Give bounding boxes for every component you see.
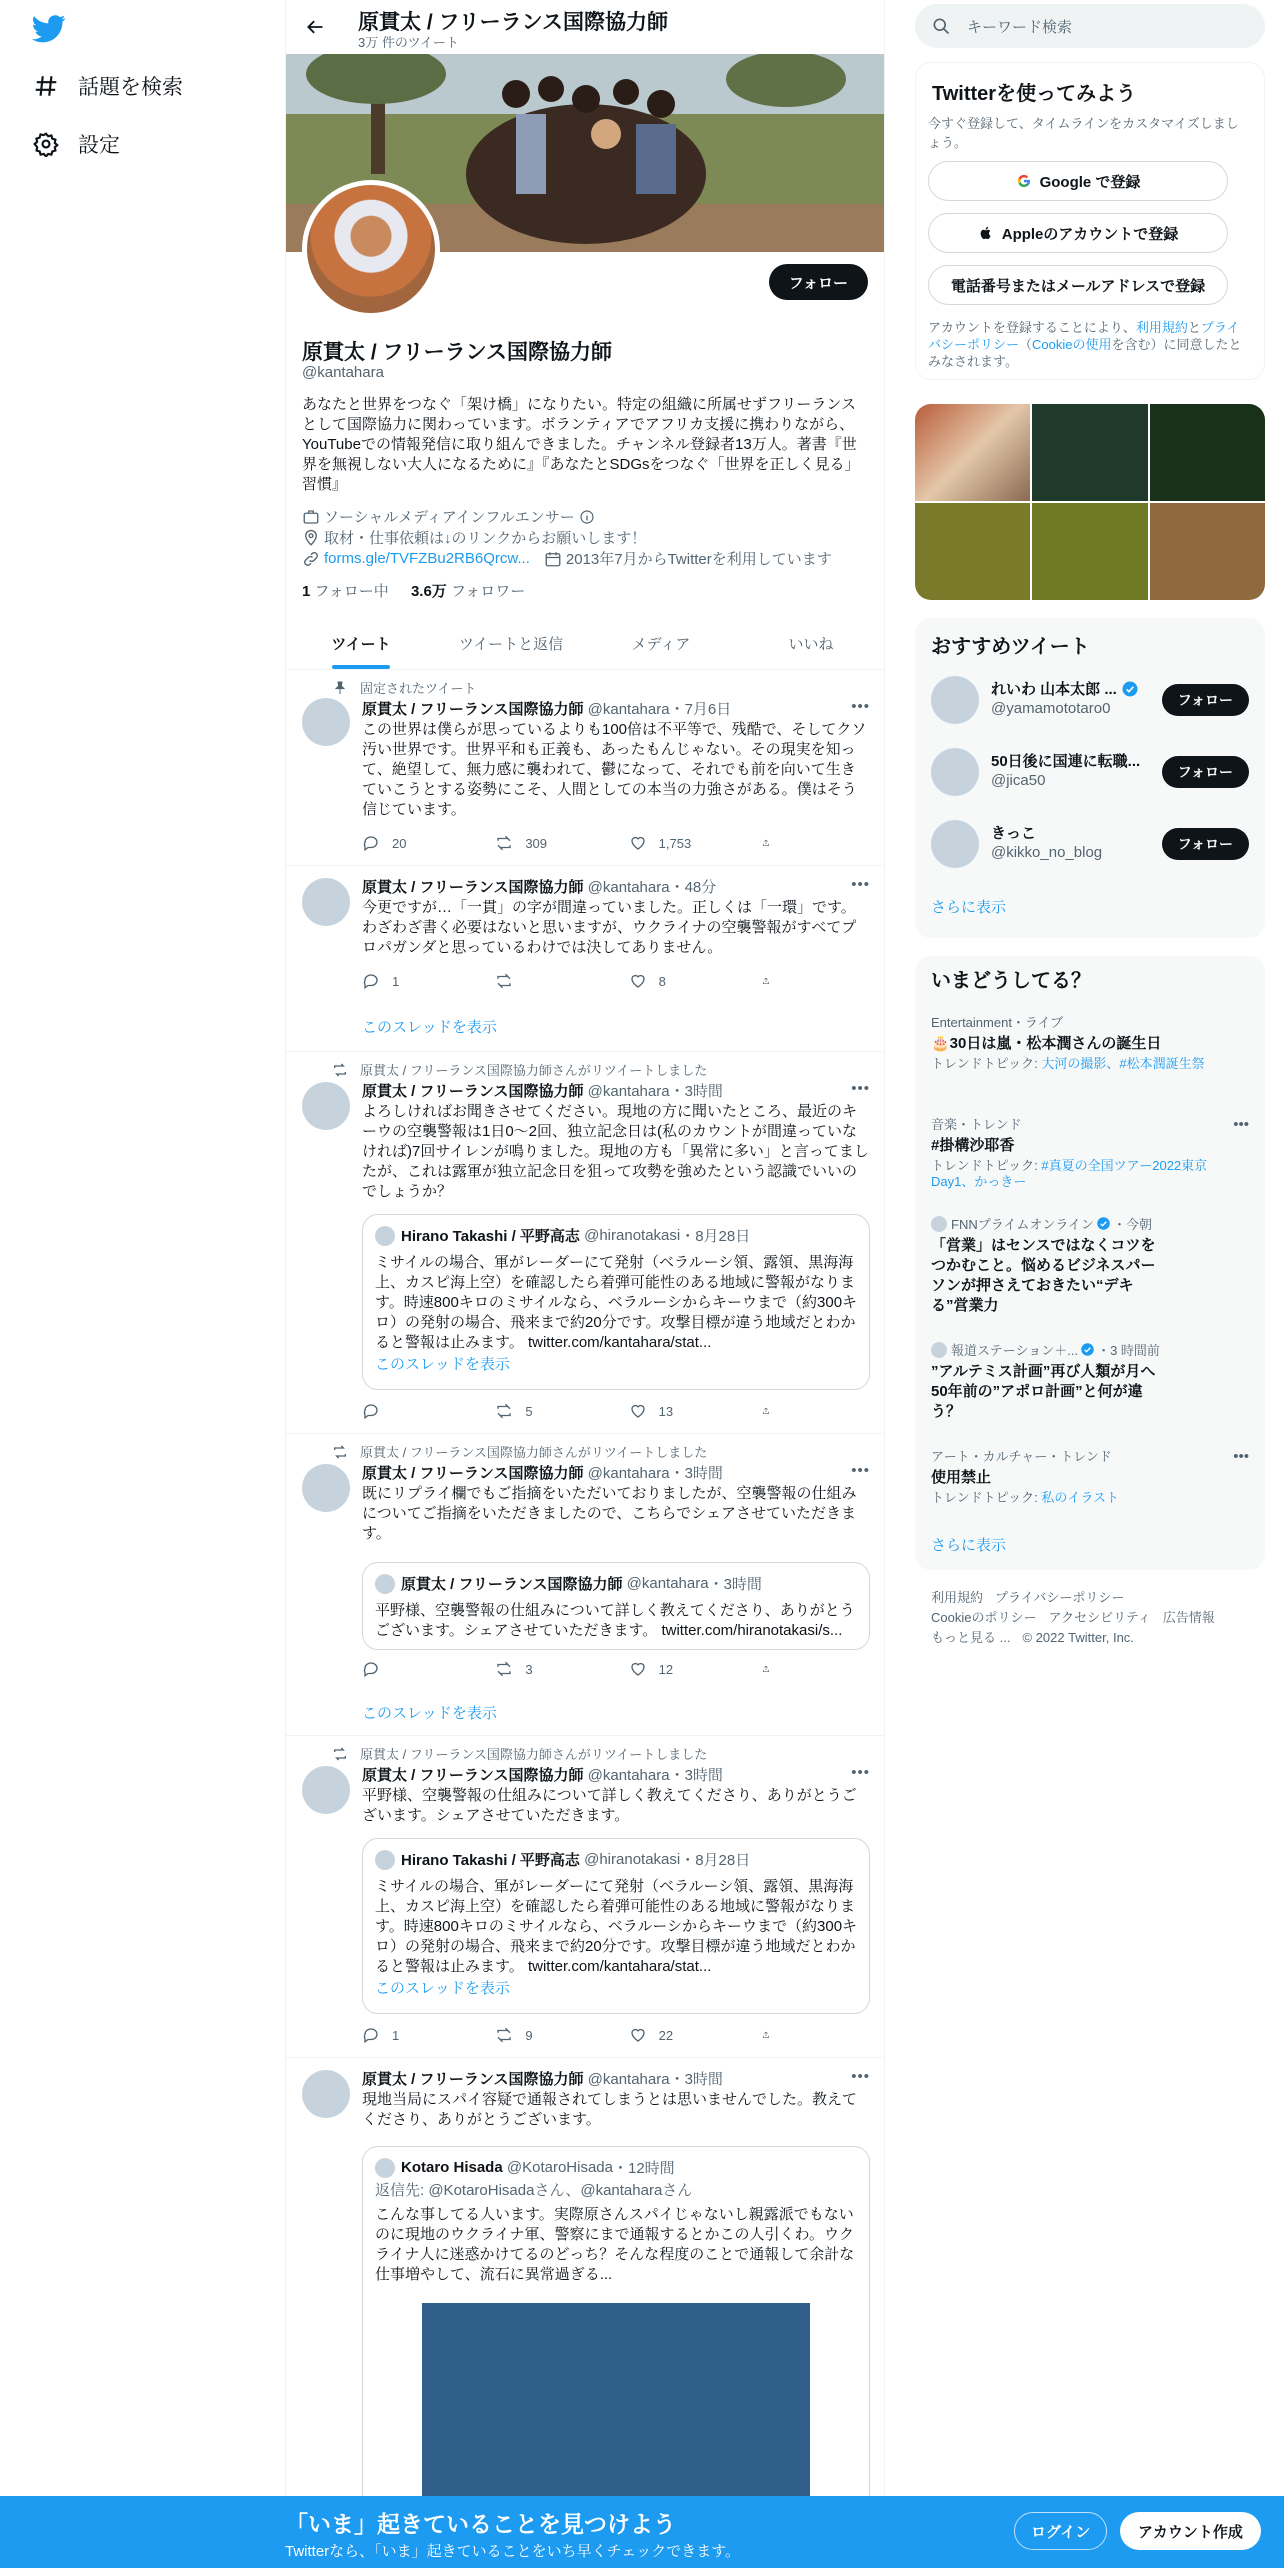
footer-accessibility-link[interactable]: アクセシビリティ [1048,1610,1151,1625]
tweet-text: 現地当局にスパイ容疑で通報されてしまうとは思いませんでした。教えてくださり、ありがとうございます。 [362,2091,858,2128]
trends-card [915,956,1265,1570]
verified-badge-icon [1121,680,1139,698]
following-count: 1 [302,583,311,600]
trend-source [931,1214,1249,1233]
hashtag-icon [30,70,62,102]
trend-topics [931,1056,1249,1072]
trend-topics-link[interactable]: 大河の撮影、#松本潤誕生祭 [1041,1056,1205,1071]
quote-author-name: 原貫太 / フリーランス国際協力師 [401,1576,623,1593]
trend-category: アート・カルチャー・トレンド [931,1449,1112,1464]
tweet-header [362,2068,723,2089]
profile-header-bar [286,0,885,54]
retweet-count: 3 [525,1661,533,1677]
show-thread-link[interactable]: このスレッドを表示 [362,1705,497,1722]
quote-header [375,1849,750,1870]
avatar [931,1342,947,1358]
retweet-icon [495,1660,525,1678]
tweet-header [362,876,716,897]
main-column [285,0,885,2568]
recommended-user[interactable] [931,742,1249,802]
like-button[interactable] [629,2026,719,2044]
avatar[interactable] [931,748,979,796]
tweet-time[interactable]: ・7月6日 [669,701,732,718]
apple-signup-button[interactable] [928,213,1228,253]
reply-icon [362,1660,392,1678]
recommended-user-name-text: れいわ 山本太郎 ... [991,681,1117,698]
retweet-context [332,1442,707,1461]
trend-topics-prefix: トレンドトピック: [931,1056,1042,1071]
like-count: 12 [658,1661,674,1677]
retweet-icon [495,2026,525,2044]
more-options-icon[interactable]: ••• [1233,1116,1249,1133]
avatar [375,2158,395,2178]
right-sidebar [915,0,1265,2568]
quote-reply-to: 返信先: @KotaroHisadaさん、@kantaharaさん [375,2182,693,2199]
quote-time: ・8月28日 [680,1228,751,1245]
share-icon[interactable] [762,972,782,990]
terms-and: と [1187,320,1201,335]
nav-settings-label: 設定 [78,134,120,157]
pin-icon [332,680,348,696]
profile-name: 原貫太 / フリーランス国際協力師 [302,341,613,364]
recommended-user-handle: @jica50 [991,772,1046,789]
reply-count: 1 [392,2027,400,2043]
trend-time: ・3 時間前 [1097,1343,1160,1358]
media-thumbnail[interactable] [1032,404,1147,501]
tweet-text: この世界は僕らが思っているよりも100倍は不平等で、残酷で、そしてクソ汚い世界です。世界平和も正義も、あったもんじゃない。その現実を知って、絶望して、無力感に襲われて、鬱になって、それでも前を向いて生きていこうとする姿勢にこそ、人間としての本当の力強さがある。僕はそう信じています。 [362,721,867,818]
profile-category-label: ソーシャルメディアインフルエンサー [324,509,575,526]
trend-title: 使用禁止 [931,1469,992,1486]
trend-source-name: 報道ステーション＋... [951,1343,1079,1358]
avatar[interactable] [302,1464,350,1512]
header-profile-name: 原貫太 / フリーランス国際協力師 [358,11,669,34]
tweet-author-name[interactable]: 原貫太 / フリーランス国際協力師 [362,1083,584,1100]
quote-text: こんな事してる人います。実際原さんスパイじゃないし親露派でもないのに現地のウクライナ軍、警察にまで通報するとかこの人引くわ。ウクライナ人に迷惑かけてるのどっち？そんな程度のことで通報して余計な仕事増やして、流石に異常過ぎる... [375,2206,855,2283]
show-more-link[interactable]: さらに表示 [931,1537,1007,1554]
like-button[interactable] [629,834,719,852]
verified-badge-icon [1080,1342,1095,1357]
avatar [375,1850,395,1870]
tweet-time[interactable]: ・3時間 [669,2071,723,2088]
bottombar-subtitle: Twitterなら、「いま」起きていることをいち早くチェックできます。 [285,2543,741,2560]
footer-more-link[interactable]: もっと見る ... [931,1630,1011,1645]
tweet-author-name[interactable]: 原貫太 / フリーランス国際協力師 [362,1465,584,1482]
tab-tweets-and-replies[interactable]: ツイートと返信 [458,635,564,653]
recommended-user-name [991,678,1141,699]
tweet-header [362,698,731,719]
retweet-icon [332,1746,348,1762]
show-thread-link[interactable]: このスレッドを表示 [362,1019,497,1036]
header-tweet-count: 3万 件のツイート [358,35,459,50]
pinned-label: 固定されたツイート [360,681,477,696]
quote-text: ミサイルの場合、軍がレーダーにて発射（ベラルーシ領、露領、黒海海上、カスピ海上空）を確認したら着弾可能性のある地域に警報がなります。時速800キロのミサイルなら、ベラルーシからキーウまで（約300キロ）の発射の場合、飛来まで約20分です。攻撃目標が違う地域だとわかると警報は止みます。 twitter.com/kantahara/stat... [375,1254,858,1351]
like-count: 1,753 [658,835,692,851]
followers-label: フォロワー [450,583,526,600]
search-icon [931,16,951,36]
follow-button[interactable]: フォロー [769,264,868,300]
trend-topics-prefix: トレンドトピック: [931,1490,1042,1505]
retweet-context-label[interactable]: 原貫太 / フリーランス国際協力師さんがリツイートしました [360,1747,708,1762]
follow-button[interactable]: フォロー [1162,828,1249,860]
profile-joined-date: 2013年7月からTwitterを利用しています [565,551,832,568]
show-thread-link[interactable]: このスレッドを表示 [375,1356,510,1373]
profile-tabs [286,617,885,670]
tweet-actions [362,2026,782,2044]
reply-icon [362,2026,392,2044]
trend-topics-link[interactable]: 私のイラスト [1041,1490,1120,1505]
retweet-count: 9 [525,2027,533,2043]
tweet-author-handle: @kantahara [587,701,670,718]
footer-terms-link[interactable]: 利用規約 [931,1590,984,1605]
tweet-author-handle: @kantahara [587,2071,670,2088]
footer-links [931,1588,1251,1648]
terms-link[interactable]: 利用規約 [1135,320,1188,335]
tweet-text: 今更ですが…「一貫」の字が間違っていました。正しくは「一環」です。わざわざ書く必要はないと思いますが、ウクライナの空襲警報がすべてプロパガンダと思っているわけでは決してありません。 [362,899,857,956]
following-link[interactable] [302,583,389,600]
quote-text: 平野様、空襲警報の仕組みについて詳しく教えてくださり、ありがとうございます。シェアさせていただきます。 twitter.com/hiranotakasi/s... [375,1602,855,1639]
recommended-card [915,618,1265,938]
quote-author-handle: @hiranotakasi [584,1227,681,1244]
briefcase-icon [302,508,320,526]
tweet-header [362,1462,723,1483]
nav-explore-label: 話題を検索 [78,76,183,99]
tweet-header [362,1080,723,1101]
show-more-link[interactable]: さらに表示 [931,899,1007,916]
tweet-time[interactable]: ・3時間 [669,1767,723,1784]
tweet-author-name[interactable]: 原貫太 / フリーランス国際協力師 [362,2071,584,2088]
cookie-link[interactable]: Cookieの使用 [1032,337,1112,352]
retweet-button[interactable] [495,1660,585,1678]
share-icon[interactable] [762,2026,782,2044]
quote-author-handle: @hiranotakasi [584,1851,681,1868]
bottombar-title: 「いま」起きていることを見つけよう [285,2511,676,2537]
trend-item[interactable] [931,1012,1249,1072]
quote-header [375,2157,675,2178]
reply-icon [362,834,392,852]
tweet-actions [362,834,782,852]
more-options-icon[interactable]: ••• [851,1462,870,1479]
quote-text: ミサイルの場合、軍がレーダーにて発射（ベラルーシ領、露領、黒海海上、カスピ海上空）を確認したら着弾可能性のある地域に警報がなります。時速800キロのミサイルなら、ベラルーシからキーウまで（約300キロ）の発射の場合、飛来まで約20分です。攻撃目標が違う地域だとわかると警報は止みます。 twitter.com/kantahara/stat... [375,1878,858,1975]
quote-header [375,1573,762,1594]
profile-location [302,527,646,548]
retweet-context-label[interactable]: 原貫太 / フリーランス国際協力師さんがリツイートしました [360,1445,708,1460]
pinned-context [332,678,476,697]
trend-topics-prefix: トレンドトピック: [931,1158,1042,1173]
retweet-button[interactable] [495,1402,585,1420]
trend-time: ・今朝 [1112,1217,1152,1232]
media-thumbnail[interactable] [1150,404,1265,501]
nav-explore[interactable] [30,60,183,112]
tweet-author-handle: @kantahara [587,1767,670,1784]
like-button[interactable] [629,1402,719,1420]
avatar[interactable] [931,820,979,868]
reply-count: 1 [392,973,400,989]
phone-email-signup-button[interactable]: 電話番号またはメールアドレスで登録 [928,265,1228,305]
reply-button[interactable] [362,1660,452,1678]
footer-copyright: © 2022 Twitter, Inc. [1022,1630,1134,1645]
followers-count: 3.6万 [410,583,447,600]
google-icon [1016,173,1032,189]
tweet-item[interactable] [286,670,885,866]
more-options-icon[interactable]: ••• [851,1080,870,1097]
trend-topics [931,1158,1249,1190]
footer-privacy-link[interactable]: プライバシーポリシー [995,1590,1125,1605]
heart-icon [629,972,659,990]
tweet-author-name[interactable]: 原貫太 / フリーランス国際協力師 [362,701,584,718]
trends-title: いまどうしてる？ [931,970,1091,992]
terms-prefix: アカウントを登録することにより、 [928,320,1136,335]
recommended-user[interactable] [931,814,1249,874]
tweet-author-handle: @kantahara [587,1083,670,1100]
quote-author-name: Hirano Takashi / 平野高志 [401,1852,580,1869]
search-placeholder: キーワード検索 [967,18,1073,36]
signup-button[interactable]: アカウント作成 [1120,2512,1261,2550]
tweet-text: 既にリプライ欄でもご指摘をいただいておりましたが、空襲警報の仕組みについてご指摘をいただきましたので、こちらでシェアさせていただきます。 [362,1485,857,1542]
signup-terms [928,319,1252,370]
reply-icon [362,972,392,990]
like-count: 8 [658,973,666,989]
reply-button[interactable] [362,2026,452,2044]
quoted-tweet[interactable] [362,1838,870,2014]
avatar[interactable] [302,1082,350,1130]
retweet-icon [332,1062,348,1078]
share-icon[interactable] [762,1402,782,1420]
verified-badge-icon [1096,1216,1111,1231]
recommended-user-name: きっこ [991,825,1037,842]
profile-handle: @kantahara [302,364,384,381]
retweet-icon [495,1402,525,1420]
trend-source [931,1340,1249,1359]
quote-time: ・8月28日 [680,1852,751,1869]
tweet-text: 平野様、空襲警報の仕組みについて詳しく教えてくださり、ありがとうございます。シェアさせていただきます。 [362,1787,857,1824]
trend-title: #掛構沙耶香 [931,1137,1015,1154]
quote-header [375,1225,750,1246]
signup-title: Twitterを使ってみよう [932,83,1137,105]
retweet-context-label[interactable]: 原貫太 / フリーランス国際協力師さんがリツイートしました [360,1063,708,1078]
like-button[interactable] [629,972,719,990]
recommended-user-name: 50日後に国連に転職... [991,753,1141,770]
quote-time: ・3時間 [708,1576,762,1593]
following-label: フォロー中 [314,583,389,600]
trend-item[interactable] [931,1446,1249,1506]
tweet-header [362,1764,723,1785]
twitter-logo-icon[interactable] [32,14,66,44]
heart-icon [629,2026,659,2044]
trend-title: 🎂30日は嵐・松本潤さんの誕生日 [931,1035,1162,1052]
tweet-author-handle: @kantahara [587,1465,670,1482]
back-arrow-icon[interactable] [300,12,330,42]
trend-title: 「営業」はセンスではなくコツをつかむこと。悩めるビジネスパーソンが押さえておきたい“デキる”営業力 [931,1237,1156,1314]
quoted-tweet[interactable] [362,1562,870,1650]
follow-button[interactable]: フォロー [1162,756,1249,788]
retweet-context [332,1744,707,1763]
signup-subtitle: 今すぐ登録して、タイムラインをカスタマイズしましょう。 [928,116,1239,150]
media-thumbnail[interactable] [915,404,1030,501]
tweet-actions [362,1660,782,1678]
profile-category [302,506,595,527]
tweet-actions [362,972,782,990]
tweet-time[interactable]: ・48分 [669,879,717,896]
like-count: 22 [658,2027,674,2043]
avatar[interactable] [302,698,350,746]
profile-url[interactable]: forms.gle/TVFZBu2RB6Qrcw... [324,550,530,567]
google-signup-button[interactable] [928,161,1228,201]
avatar [375,1574,395,1594]
profile-avatar[interactable] [302,180,440,318]
tweet-actions [362,1402,782,1420]
reply-button[interactable] [362,1402,452,1420]
media-photo-grid [915,404,1265,600]
retweet-icon [332,1444,348,1460]
apple-signup-label: Appleのアカウントで登録 [1001,225,1179,243]
followers-link[interactable] [411,583,525,600]
quote-author-handle: @kantahara [626,1575,709,1592]
more-options-icon[interactable]: ••• [851,698,870,715]
location-pin-icon [302,529,320,547]
left-nav [0,0,285,2568]
search-input[interactable] [915,4,1265,48]
share-icon[interactable] [762,1660,782,1678]
tweet-item[interactable] [286,2058,885,2568]
profile-bio: あなたと世界をつなぐ「架け橋」になりたい。特定の組織に所属せずフリーランスとして国際協力に関わっています。ボランティアでアフリカ支援に携わりながら、YouTubeでの情報発信に取り組んできました。チャンネル登録者13万人。著書『世界を無視しない大人になるために』『あなたとSDGsをつなぐ「世界を正しく見る」習慣』 [302,396,860,493]
profile-url-row [302,548,832,569]
tweet-item[interactable] [286,1052,885,1434]
login-prompt-bar [0,2496,1284,2568]
tweet-time[interactable]: ・3時間 [669,1465,723,1482]
profile-follow-stats [302,580,525,601]
tweet-text: よろしければお聞きさせてください。現地の方に聞いたところ、最近のキーウの空襲警報は1日0～2回、独立記念日は(私のカウントが間違っていなければ)7回サイレンが鳴りました。現地の方も「異常に多い」と言ってましたが、これは露軍が独立記念日を狙って攻勢を強めたという認識でいいのでしょうか？ [362,1103,869,1200]
footer-ads-link[interactable]: 広告情報 [1162,1610,1215,1625]
quoted-tweet[interactable] [362,1214,870,1390]
like-button[interactable] [629,1660,719,1678]
reply-button[interactable] [362,972,452,990]
more-options-icon[interactable]: ••• [851,876,870,893]
retweet-count: 309 [525,835,548,851]
tweet-item[interactable] [286,1736,885,2058]
trend-item[interactable] [931,1114,1249,1190]
more-options-icon[interactable]: ••• [851,2068,870,2085]
heart-icon [629,1402,659,1420]
info-icon[interactable] [579,509,595,525]
reply-icon [362,1402,392,1420]
tweet-author-name[interactable]: 原貫太 / フリーランス国際協力師 [362,879,584,896]
nav-settings[interactable] [30,118,120,170]
more-options-icon[interactable]: ••• [851,1764,870,1781]
footer-cookie-link[interactable]: Cookieのポリシー [931,1610,1037,1625]
reply-button[interactable] [362,834,452,852]
quote-author-name: Kotaro Hisada [401,2159,503,2176]
tab-likes[interactable]: いいね [788,635,834,653]
retweet-count: 5 [525,1403,533,1419]
avatar [375,1226,395,1246]
media-thumbnail[interactable] [915,503,1030,600]
heart-icon [629,1660,659,1678]
avatar[interactable] [931,676,979,724]
heart-icon [629,834,659,852]
terms-suffix: を含む）に同意したとみなされます。 [928,337,1242,369]
share-icon[interactable] [762,834,782,852]
trend-topics [931,1490,1249,1506]
google-signup-label: Google で登録 [1039,173,1141,191]
tweet-item[interactable] [286,866,885,1052]
terms-paren: （ [1019,337,1033,352]
retweet-icon [495,972,525,990]
recommended-user[interactable] [931,670,1249,730]
trend-item[interactable] [931,1214,1249,1316]
avatar[interactable] [302,2070,350,2118]
media-thumbnail[interactable] [1150,503,1265,600]
tweet-item[interactable] [286,1434,885,1736]
recommended-title: おすすめツイート [931,636,1090,658]
tab-media[interactable]: メディア [631,635,691,653]
show-thread-link[interactable]: このスレッドを表示 [375,1980,510,1997]
quote-time: ・12時間 [613,2160,675,2177]
recommended-user-handle: @yamamototaro0 [991,700,1111,717]
privacy-link[interactable]: プライバシーポリシー [928,320,1240,352]
trend-item[interactable] [931,1340,1249,1422]
login-button[interactable]: ログイン [1014,2512,1107,2550]
avatar[interactable] [302,878,350,926]
trend-source-name: FNNプライムオンライン [951,1217,1094,1232]
signup-card [915,62,1265,380]
trend-category: 音楽・トレンド [931,1117,1022,1132]
avatar[interactable] [302,1766,350,1814]
quote-author-name: Hirano Takashi / 平野高志 [401,1228,580,1245]
trend-topics-link[interactable]: #真夏の全国ツアー2022東京Day1、かっきー [931,1158,1208,1189]
retweet-button[interactable] [495,972,585,990]
profile-location-label: 取材・仕事依頼は↓のリンクからお願いします！ [324,530,647,547]
trend-category: Entertainment・ライブ [931,1015,1064,1030]
apple-icon [978,225,994,241]
avatar [931,1216,947,1232]
quote-author-handle: @KotaroHisada [506,2159,613,2176]
retweet-button[interactable] [495,834,585,852]
reply-count: 20 [392,835,407,851]
tweet-time[interactable]: ・3時間 [669,1083,723,1100]
media-thumbnail[interactable] [1032,503,1147,600]
tweet-author-name[interactable]: 原貫太 / フリーランス国際協力師 [362,1767,584,1784]
follow-button[interactable]: フォロー [1162,684,1249,716]
tweet-author-handle: @kantahara [587,879,670,896]
retweet-icon [495,834,525,852]
calendar-icon [544,550,562,568]
link-icon [302,550,320,568]
tab-tweets[interactable]: ツイート [286,617,436,669]
retweet-context [332,1060,707,1079]
trend-title: ”アルテミス計画”再び人類が月へ 50年前の”アポロ計画”と何が違う？ [931,1363,1156,1420]
like-count: 13 [658,1403,674,1419]
recommended-user-handle: @kikko_no_blog [991,844,1103,861]
retweet-button[interactable] [495,2026,585,2044]
more-options-icon[interactable]: ••• [1233,1448,1249,1465]
gear-icon [30,128,62,160]
